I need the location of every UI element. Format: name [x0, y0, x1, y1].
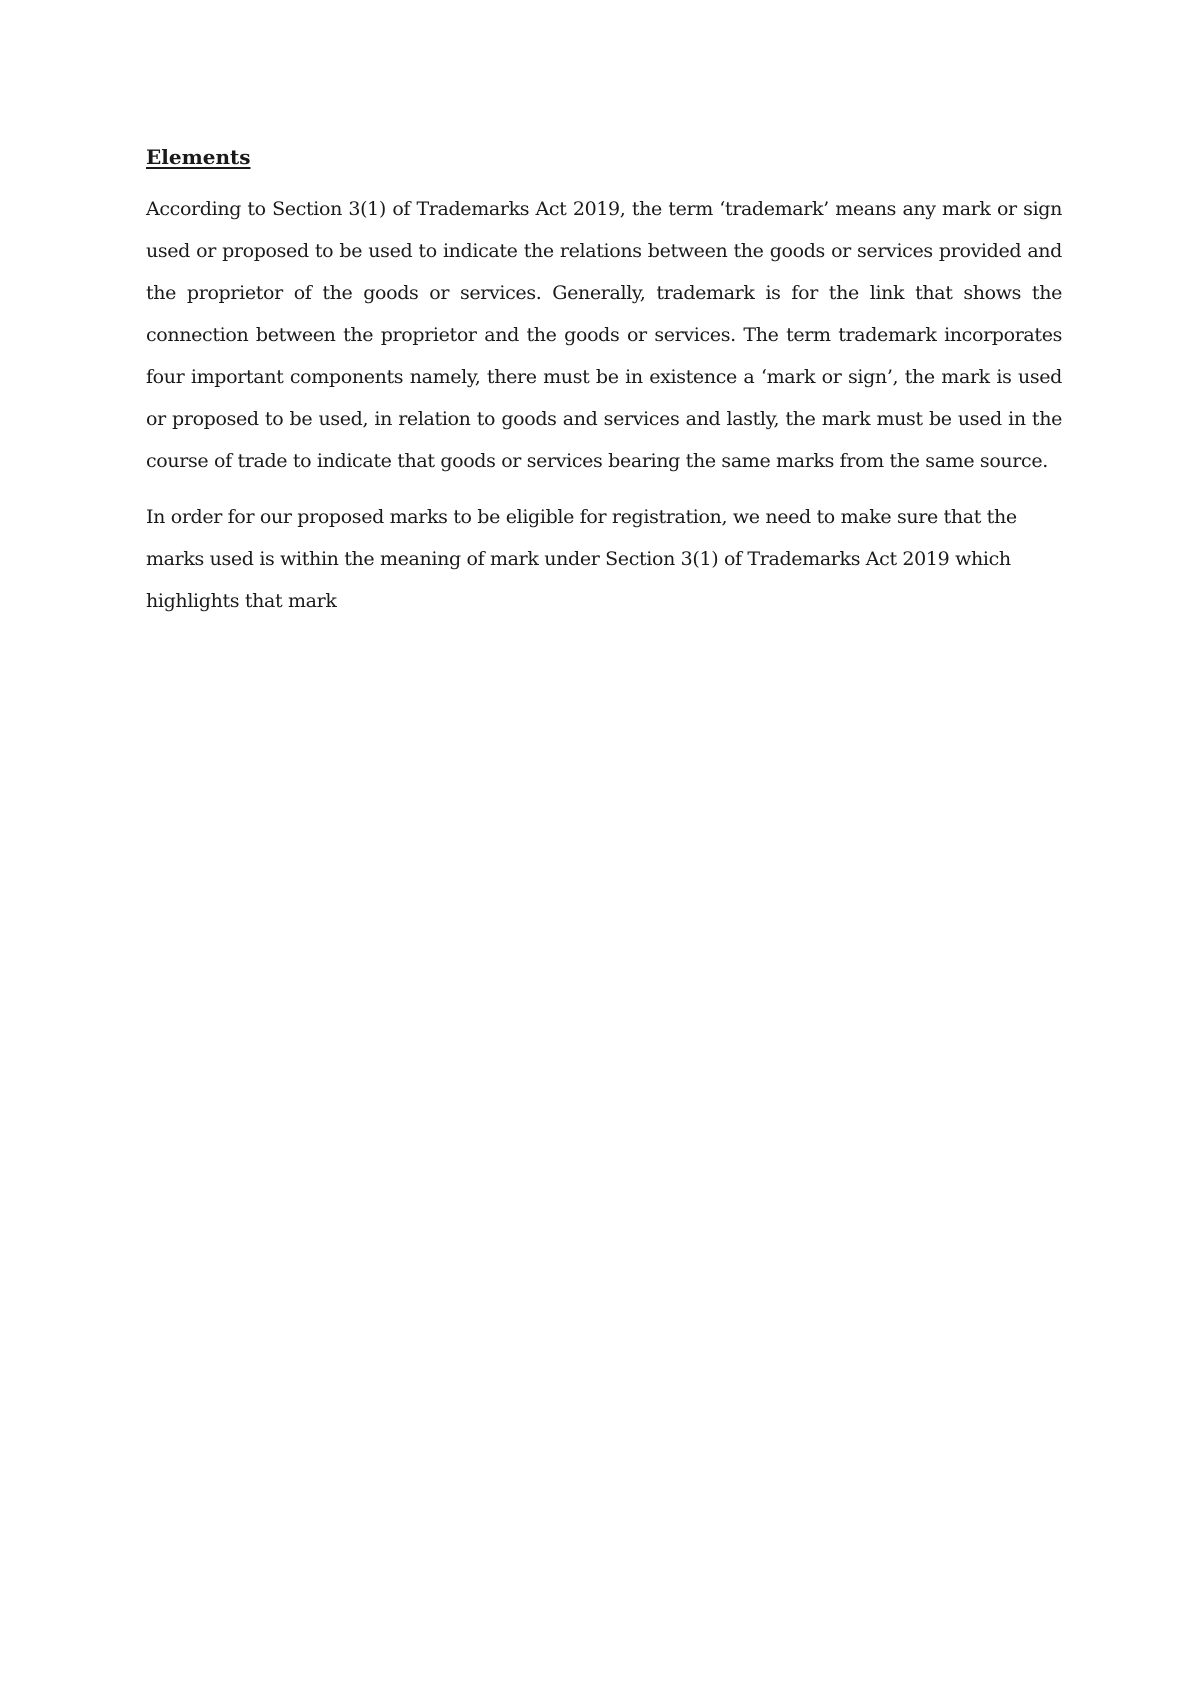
document-body [146, 142, 1062, 636]
section-heading: Elements [146, 145, 251, 169]
paragraph-eligibility: In order for our proposed marks to be eligible for registration, we need to make sure that the marks used is within the meaning of mark under Section 3(1) of Trademarks Act 2019 which highlights that mark [146, 506, 1017, 612]
paragraph-trademark-definition: According to Section 3(1) of Trademarks Act 2019, the term ‘trademark’ means any mark or sign used or proposed to be used to indicate the relations between the goods or services provided and the proprietor of the goods or services. Generally, trademark is for the link that shows the connection between the proprietor and the goods or services. The term trademark incorporates four important components namely, there must be in existence a ‘mark or sign’, the mark is used or proposed to be used, in relation to goods and services and lastly, the mark must be used in the course of trade to indicate that goods or services bearing the same marks from the same source. [146, 198, 1062, 472]
